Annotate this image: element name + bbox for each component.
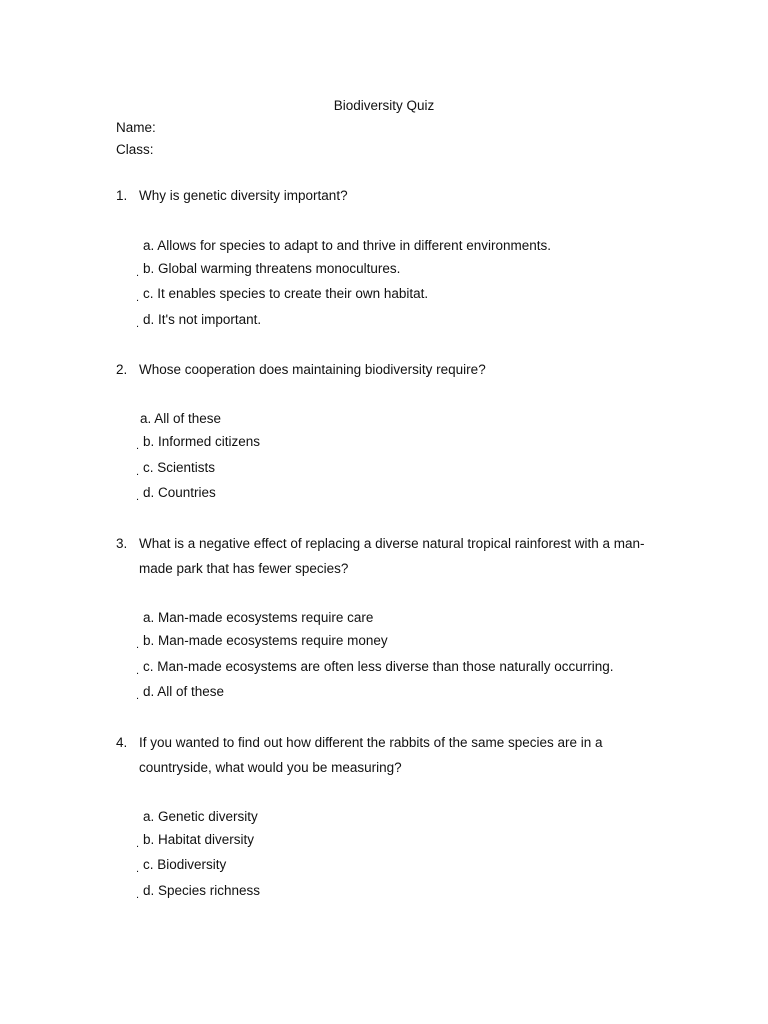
option-marker: . [136,889,140,901]
option-2c: c. Scientists [143,460,216,475]
option-3c: c. Man-made ecosystems are often less diverse than those naturally occurring. [143,659,614,674]
option-2a: a. All of these [140,411,222,426]
option-marker: . [136,318,140,330]
option-marker: . [136,491,140,503]
name-label: Name: [116,120,156,135]
option-1d: d. It's not important. [143,312,262,327]
option-1b: b. Global warming threatens monocultures. [143,261,401,276]
option-marker: . [136,466,140,478]
question-text: Whose cooperation does maintaining biodiversity require? [139,362,486,377]
option-marker: . [136,690,140,702]
question-number: 3. [116,536,128,551]
question-text: If you wanted to find out how different the rabbits of the same species are in a countryside, what would you be measuring? [139,735,603,775]
question-number: 4. [116,735,128,750]
option-3b: b. Man-made ecosystems require money [143,633,388,648]
option-marker: . [136,665,140,677]
class-label: Class: [116,142,154,157]
option-marker: . [136,440,140,452]
option-4d: d. Species richness [143,883,261,898]
option-1c: c. It enables species to create their own habitat. [143,286,429,301]
question-text: What is a negative effect of replacing a diverse natural tropical rainforest with a man-made park that has fewer species? [139,536,645,576]
option-4a: a. Genetic diversity [143,809,258,824]
option-4b: b. Habitat diversity [143,832,255,847]
option-marker: . [136,267,140,279]
option-marker: . [136,863,140,875]
option-marker: . [136,292,140,304]
question-number: 1. [116,188,128,203]
option-marker: . [136,639,140,651]
option-2b: b. Informed citizens [143,434,261,449]
option-3a: a. Man-made ecosystems require care [143,610,374,625]
option-2d: d. Countries [143,485,216,500]
option-4c: c. Biodiversity [143,857,227,872]
option-3d: d. All of these [143,684,225,699]
option-marker: . [136,838,140,850]
page-title: Biodiversity Quiz [333,98,435,113]
question-text: Why is genetic diversity important? [139,188,348,203]
option-1a: a. Allows for species to adapt to and thrive in different environments. [143,238,551,253]
question-number: 2. [116,362,128,377]
